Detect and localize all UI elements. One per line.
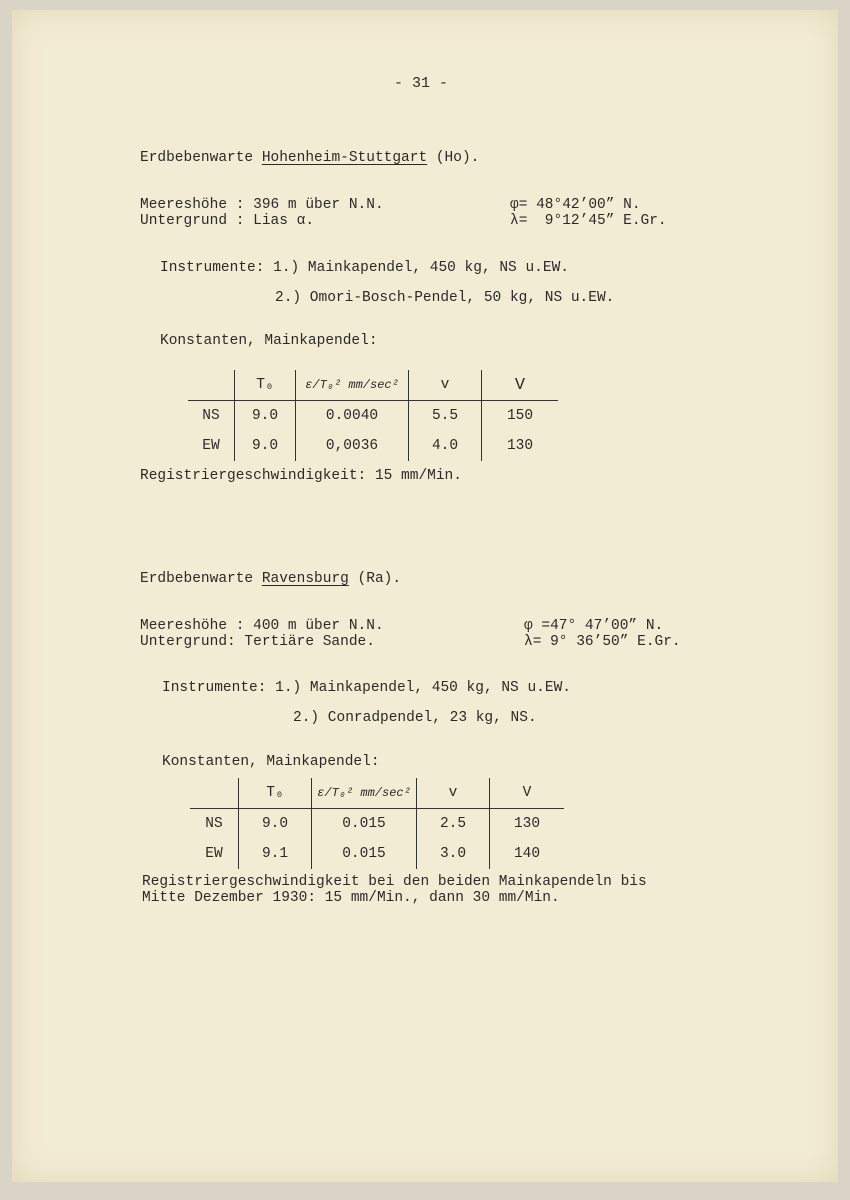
header-v-small: v <box>409 370 482 401</box>
table-row: NS 9.0 0.015 2.5 130 <box>190 809 564 840</box>
elevation-line: Meereshöhe : 396 m über N.N. <box>140 197 384 213</box>
latitude-line: φ= 48°42’00” N. <box>510 197 641 213</box>
instruments-line-2: 2.) Omori-Bosch-Pendel, 50 kg, NS u.EW. <box>275 290 615 306</box>
registration-speed: Registriergeschwindigkeit: 15 mm/Min. <box>140 468 462 484</box>
title-suffix: (Ra). <box>348 571 402 587</box>
title-prefix: Erdbebenwarte <box>140 150 262 166</box>
subsoil-line: Untergrund : Lias α. <box>140 213 315 229</box>
constants-table-ravensburg <box>190 778 564 869</box>
station-title-ravensburg <box>140 571 401 587</box>
title-place: Ravensburg <box>261 571 349 587</box>
header-t0: T₀ <box>239 778 312 809</box>
document-page <box>12 10 838 1182</box>
header-v-large: V <box>482 370 559 401</box>
subsoil-line: Untergrund: Tertiäre Sande. <box>140 634 375 650</box>
constants-table-hohenheim <box>188 370 558 461</box>
latitude-line: φ =47° 47’00” N. <box>524 618 664 634</box>
constants-heading: Konstanten, Mainkapendel: <box>162 754 380 770</box>
station-title-hohenheim <box>140 150 479 166</box>
instruments-line-2: 2.) Conradpendel, 23 kg, NS. <box>293 710 537 726</box>
header-damping: ε/T₀² mm/sec² <box>312 778 417 809</box>
title-place: Hohenheim-Stuttgart <box>261 150 428 166</box>
table-row: EW 9.0 0,0036 4.0 130 <box>188 431 558 461</box>
elevation-line: Meereshöhe : 400 m über N.N. <box>140 618 384 634</box>
constants-heading: Konstanten, Mainkapendel: <box>160 333 378 349</box>
instruments-line-1: Instrumente: 1.) Mainkapendel, 450 kg, NS u.EW. <box>162 680 571 696</box>
registration-speed-line-2: Mitte Dezember 1930: 15 mm/Min., dann 30 mm/Min. <box>142 890 560 906</box>
table-row: EW 9.1 0.015 3.0 140 <box>190 839 564 869</box>
page-number: - 31 - <box>394 75 449 92</box>
header-t0: T₀ <box>235 370 296 401</box>
longitude-line: λ= 9° 36’50” E.Gr. <box>524 634 681 650</box>
header-v-large: V <box>490 778 565 809</box>
title-prefix: Erdbebenwarte <box>140 571 262 587</box>
header-v-small: v <box>417 778 490 809</box>
instruments-line-1: Instrumente: 1.) Mainkapendel, 450 kg, NS u.EW. <box>160 260 569 276</box>
header-damping: ε/T₀² mm/sec² <box>296 370 409 401</box>
longitude-line: λ= 9°12’45” E.Gr. <box>510 213 667 229</box>
table-row: NS 9.0 0.0040 5.5 150 <box>188 401 558 432</box>
title-suffix: (Ho). <box>427 150 480 166</box>
registration-speed-line-1: Registriergeschwindigkeit bei den beiden Mainkapendeln bis <box>142 874 647 890</box>
